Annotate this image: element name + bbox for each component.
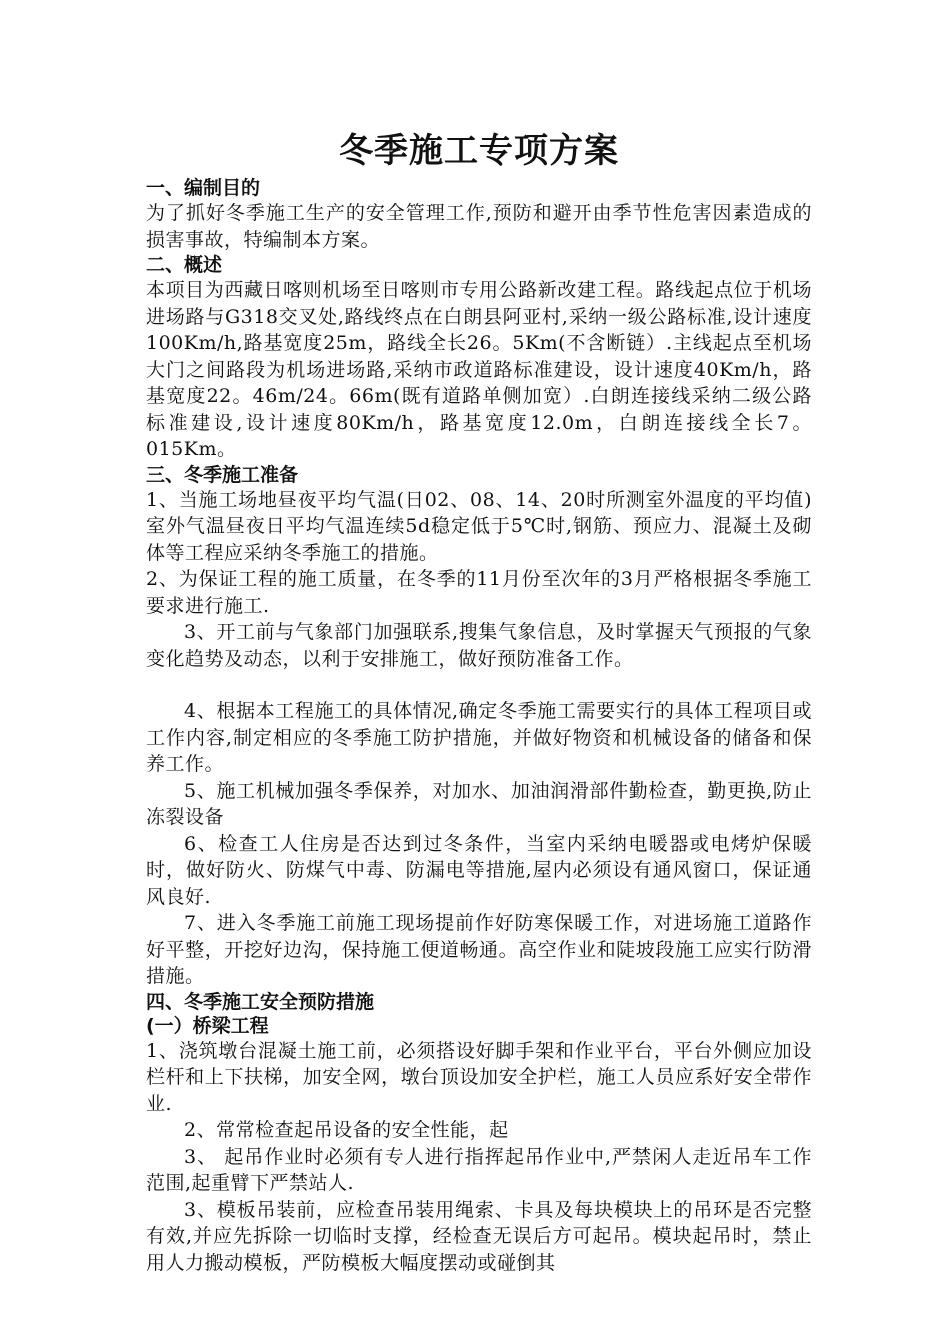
- subsection-heading-bridge: (一）桥梁工程: [146, 1014, 269, 1037]
- paragraph: 4、根据本工程施工的具体情况,确定冬季施工需要实行的具体工程项目或工作内容,制定相应的冬季施工防护措施，并做好物资和机械设备的储备和保养工作。: [146, 700, 812, 775]
- paragraph: 7、进入冬季施工前施工现场提前作好防寒保暖工作，对进场施工道路作好平整，开挖好边沟，保持施工便道畅通。高空作业和陡坡段施工应实行防滑措施。: [146, 912, 812, 987]
- blank-line: [146, 672, 812, 698]
- section-heading-purpose: 一、编制目的: [146, 177, 261, 199]
- paragraph: 2、常常检查起吊设备的安全性能，起: [184, 1119, 509, 1141]
- section-heading-preparation: 三、冬季施工准备: [146, 463, 299, 486]
- paragraph: 3、开工前与气象部门加强联系,搜集气象信息，及时掌握天气预报的气象变化趋势及动态，以利于安排施工，做好预防准备工作。: [146, 621, 812, 670]
- document-body: [146, 128, 812, 1276]
- paragraph: 2、为保证工程的施工质量，在冬季的11月份至次年的3月严格根据冬季施工要求进行施工.: [146, 568, 812, 617]
- paragraph: 1、当施工场地昼夜平均气温(日02、08、14、20时所测室外温度的平均值)室外气温昼夜日平均气温连续5d稳定低于5℃时,钢筋、预应力、混凝土及砌体等工程应采纳冬季施工的措施。: [146, 488, 812, 564]
- paragraph: 本项目为西藏日喀则机场至日喀则市专用公路新改建工程。路线起点位于机场进场路与G318交叉处,路线终点在白朗县阿亚村,采纳一级公路标准,设计速度100Km/h,路基宽度25m，路线全长26。5Km(不含断链）.主线起点至机场大门之间路段为机场进场路,采纳市政道路标准建设，设计速度40Km/h，路基宽度22。46m/24。66m(既有道路单侧加宽）.白朗连接线采纳二级公路标准建设,设计速度80Km/h，路基宽度12.0m，白朗连接线全长7。015Km。: [146, 279, 812, 460]
- paragraph: 1、浇筑墩台混凝土施工前，必须搭设好脚手架和作业平台，平台外侧应加设栏杆和上下扶梯，加安全网，墩台顶设加安全护栏，施工人员应系好安全带作业.: [146, 1039, 812, 1115]
- paragraph: 为了抓好冬季施工生产的安全管理工作,预防和避开由季节性危害因素造成的损害事故，特编制本方案。: [146, 202, 812, 251]
- section-heading-overview: 二、概述: [146, 254, 223, 276]
- paragraph: 5、施工机械加强冬季保养，对加水、加油润滑部件勤检查，勤更换,防止冻裂设备: [146, 779, 812, 828]
- section-heading-safety: 四、冬季施工安全预防措施: [146, 990, 375, 1013]
- paragraph: 3、模板吊装前，应检查吊装用绳索、卡具及每块模块上的吊环是否完整有效,并应先拆除一切临时支撑，经检查无误后方可起吊。模块起吊时，禁止用人力搬动模板，严防模板大幅度摆动或碰倒其: [146, 1198, 812, 1274]
- paragraph: 6、检查工人住房是否达到过冬条件，当室内采纳电暖器或电烤炉保暖时，做好防火、防煤气中毒、防漏电等措施,屋内必须设有通风窗口，保证通风良好.: [146, 832, 812, 908]
- page-title: 冬季施工专项方案: [339, 131, 619, 171]
- paragraph: 3、 起吊作业时必须有专人进行指挥起吊作业中,严禁闲人走近吊车工作范围,起重臂下严禁站人.: [146, 1145, 812, 1194]
